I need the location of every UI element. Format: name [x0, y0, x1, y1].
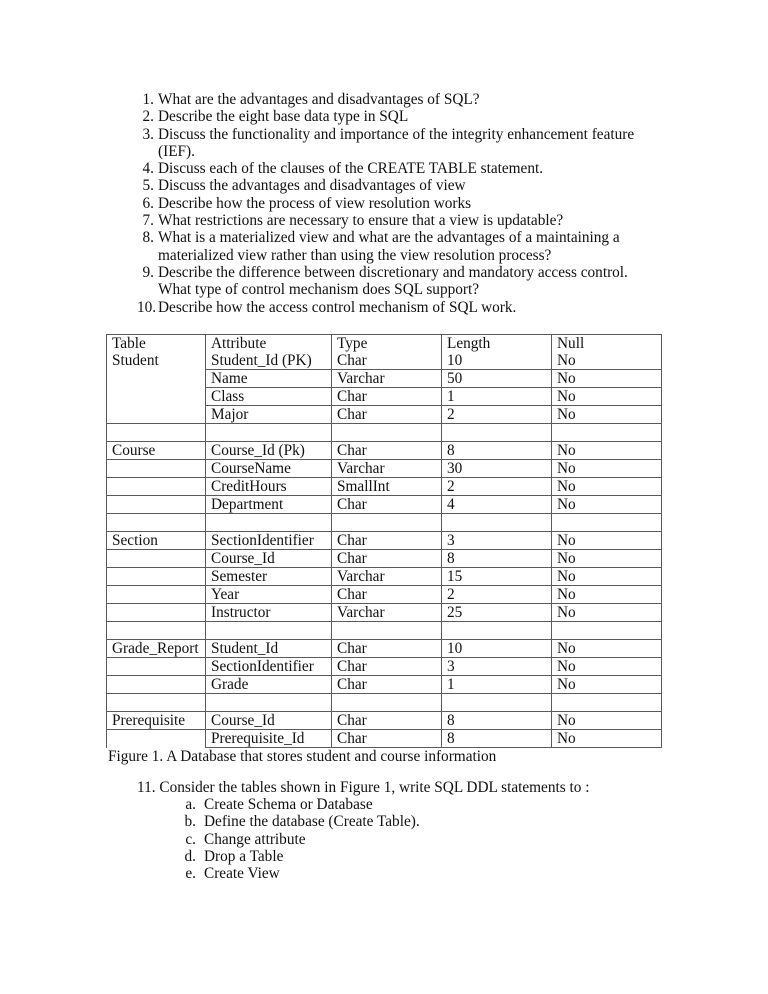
cell-length: 3: [442, 658, 552, 676]
table-row: [107, 388, 662, 406]
cell-type: Char: [332, 730, 442, 748]
cell-table: [107, 370, 206, 388]
cell-attribute: Name: [206, 370, 332, 388]
cell-length: [442, 694, 552, 712]
cell-table: [107, 568, 206, 586]
cell-type: Char: [332, 550, 442, 568]
table-row: [107, 658, 662, 676]
cell-table: [107, 478, 206, 496]
table-row: [107, 730, 662, 748]
cell-length: 4: [442, 496, 552, 514]
cell-table: Grade_Report: [107, 640, 206, 658]
cell-attribute: Grade: [206, 676, 332, 694]
question-text: (IEF).: [158, 142, 195, 160]
cell-attribute: Class: [206, 388, 332, 406]
cell-table: [107, 676, 206, 694]
header-cell-table: Table: [107, 335, 206, 353]
table-row: [107, 694, 662, 712]
cell-attribute: SectionIdentifier: [206, 658, 332, 676]
cell-length: 1: [442, 676, 552, 694]
cell-table: [107, 496, 206, 514]
subitem-letter: a.: [185, 796, 196, 813]
cell-null: [552, 424, 662, 442]
subitem: [176, 796, 420, 813]
cell-null: No: [552, 388, 662, 406]
cell-null: No: [552, 730, 662, 748]
cell-attribute: Prerequisite_Id: [206, 730, 332, 748]
question-number: 6.: [142, 194, 154, 212]
cell-table: [107, 586, 206, 604]
cell-type: Varchar: [332, 604, 442, 622]
question-number: 3.: [142, 125, 154, 143]
cell-length: 30: [442, 460, 552, 478]
cell-length: [442, 424, 552, 442]
question-text: Describe the eight base data type in SQL: [158, 108, 409, 126]
cell-type: Char: [332, 406, 442, 424]
question-text: What restrictions are necessary to ensure that a view is updatable?: [158, 212, 564, 230]
table-row: [107, 604, 662, 622]
subitem-text: Create View: [204, 865, 280, 883]
header-cell-attribute: Attribute: [206, 335, 332, 353]
table-row: [107, 712, 662, 730]
cell-length: 2: [442, 406, 552, 424]
cell-attribute: Year: [206, 586, 332, 604]
question-number: 10.: [137, 298, 157, 316]
cell-length: 3: [442, 532, 552, 550]
cell-table: Student: [107, 352, 206, 370]
question-item: [130, 177, 670, 194]
question-text: Discuss the functionality and importance of the integrity enhancement feature: [158, 125, 635, 143]
cell-length: [442, 622, 552, 640]
cell-attribute: [206, 424, 332, 442]
question-text: Describe the difference between discretionary and mandatory access control.: [158, 263, 628, 281]
subitem-letter: c.: [185, 830, 196, 848]
cell-length: 15: [442, 568, 552, 586]
cell-attribute: [206, 694, 332, 712]
question-number: 9.: [142, 263, 154, 281]
subitem-letter: e.: [185, 865, 196, 883]
question-text: Describe how the process of view resolution works: [158, 194, 472, 212]
question-number: 2.: [142, 108, 154, 126]
header-cell-type: Type: [332, 335, 442, 353]
table-row: [107, 586, 662, 604]
cell-attribute: Student_Id (PK): [206, 352, 332, 370]
subitem-text: Drop a Table: [204, 847, 284, 865]
question-number: 8.: [142, 229, 154, 247]
cell-null: No: [552, 658, 662, 676]
cell-null: No: [552, 550, 662, 568]
cell-attribute: Course_Id: [206, 712, 332, 730]
table-row: [107, 352, 662, 370]
cell-type: [332, 622, 442, 640]
cell-type: Char: [332, 352, 442, 370]
cell-table: [107, 424, 206, 442]
cell-attribute: Department: [206, 496, 332, 514]
cell-type: Char: [332, 676, 442, 694]
cell-length: 8: [442, 730, 552, 748]
cell-attribute: Student_Id: [206, 640, 332, 658]
cell-null: [552, 514, 662, 532]
table-row: [107, 442, 662, 460]
subitem-letter: b.: [184, 813, 196, 831]
cell-null: [552, 622, 662, 640]
cell-null: No: [552, 640, 662, 658]
table-row: [107, 406, 662, 424]
cell-attribute: Course_Id: [206, 550, 332, 568]
cell-length: 8: [442, 712, 552, 730]
subitem-text: Create Schema or Database: [204, 796, 373, 813]
subitem-text: Define the database (Create Table).: [204, 813, 420, 831]
cell-table: [107, 658, 206, 676]
question-item: [130, 299, 670, 316]
cell-length: [442, 514, 552, 532]
cell-type: Varchar: [332, 460, 442, 478]
table-row: [107, 370, 662, 388]
cell-null: No: [552, 478, 662, 496]
question-number: 4.: [142, 160, 154, 178]
subitem: [176, 865, 420, 882]
cell-table: Prerequisite: [107, 712, 206, 730]
cell-null: No: [552, 370, 662, 388]
question-text: What type of control mechanism does SQL support?: [158, 281, 480, 299]
cell-null: No: [552, 586, 662, 604]
question-item: [130, 212, 670, 229]
question-11: [137, 779, 590, 796]
cell-attribute: Course_Id (Pk): [206, 442, 332, 460]
figure-caption: Figure 1. A Database that stores student and course information: [108, 748, 497, 765]
cell-type: Char: [332, 532, 442, 550]
cell-table: [107, 622, 206, 640]
cell-length: 10: [442, 640, 552, 658]
cell-type: [332, 694, 442, 712]
schema-table: [106, 334, 662, 748]
cell-table: [107, 388, 206, 406]
cell-type: [332, 424, 442, 442]
cell-attribute: [206, 514, 332, 532]
question-text: What is a materialized view and what are the advantages of a maintaining a: [158, 229, 620, 247]
cell-null: No: [552, 676, 662, 694]
cell-length: 10: [442, 352, 552, 370]
cell-null: No: [552, 442, 662, 460]
cell-length: 8: [442, 442, 552, 460]
question-number: 11.: [137, 779, 156, 796]
question-text: materialized view rather than using the view resolution process?: [158, 246, 552, 264]
subitem: [176, 831, 420, 848]
cell-null: No: [552, 496, 662, 514]
question-item: [130, 229, 670, 264]
cell-attribute: CourseName: [206, 460, 332, 478]
cell-type: Char: [332, 496, 442, 514]
question-list: [130, 91, 670, 316]
subitem: [176, 848, 420, 865]
cell-table: Course: [107, 442, 206, 460]
table-header-row: [107, 335, 662, 353]
cell-table: [107, 406, 206, 424]
cell-attribute: [206, 622, 332, 640]
cell-type: Char: [332, 586, 442, 604]
question-item: [130, 264, 670, 299]
subitem-letter: d.: [184, 847, 196, 865]
cell-type: Char: [332, 712, 442, 730]
cell-length: 8: [442, 550, 552, 568]
table-row: [107, 640, 662, 658]
cell-type: Char: [332, 442, 442, 460]
cell-null: No: [552, 406, 662, 424]
question-11-subitems: [176, 796, 420, 882]
table-row: [107, 622, 662, 640]
cell-type: Char: [332, 658, 442, 676]
cell-null: No: [552, 532, 662, 550]
cell-type: [332, 514, 442, 532]
question-item: [130, 108, 670, 125]
question-text: Describe how the access control mechanism of SQL work.: [158, 298, 517, 316]
cell-length: 25: [442, 604, 552, 622]
schema-table-body: [107, 335, 662, 748]
cell-null: No: [552, 568, 662, 586]
cell-attribute: Semester: [206, 568, 332, 586]
cell-type: Varchar: [332, 568, 442, 586]
question-item: [130, 126, 670, 161]
cell-attribute: SectionIdentifier: [206, 532, 332, 550]
cell-type: SmallInt: [332, 478, 442, 496]
cell-length: 2: [442, 478, 552, 496]
cell-length: 1: [442, 388, 552, 406]
cell-null: No: [552, 604, 662, 622]
cell-attribute: Instructor: [206, 604, 332, 622]
table-row: [107, 478, 662, 496]
table-row: [107, 514, 662, 532]
header-cell-length: Length: [442, 335, 552, 353]
question-text: What are the advantages and disadvantages of SQL?: [158, 91, 480, 108]
header-cell-null: Null: [552, 335, 662, 353]
cell-table: [107, 460, 206, 478]
question-item: [130, 91, 670, 108]
question-number: 5.: [142, 177, 154, 195]
cell-length: 2: [442, 586, 552, 604]
cell-null: No: [552, 352, 662, 370]
question-text: Discuss the advantages and disadvantages of view: [158, 177, 466, 195]
table-row: [107, 676, 662, 694]
question-text: Discuss each of the clauses of the CREATE TABLE statement.: [158, 160, 544, 178]
cell-table: [107, 730, 206, 748]
cell-null: [552, 694, 662, 712]
question-number: 1.: [142, 91, 154, 108]
cell-length: 50: [442, 370, 552, 388]
table-row: [107, 496, 662, 514]
table-row: [107, 568, 662, 586]
cell-table: [107, 604, 206, 622]
cell-null: No: [552, 460, 662, 478]
table-row: [107, 532, 662, 550]
cell-table: Section: [107, 532, 206, 550]
cell-null: No: [552, 712, 662, 730]
subitem: [176, 813, 420, 830]
question-item: [130, 195, 670, 212]
cell-table: [107, 514, 206, 532]
question-number: 7.: [142, 212, 154, 230]
table-row: [107, 460, 662, 478]
question-item: [130, 160, 670, 177]
table-row: [107, 424, 662, 442]
question-text: Consider the tables shown in Figure 1, write SQL DDL statements to :: [159, 779, 590, 796]
cell-attribute: Major: [206, 406, 332, 424]
cell-type: Char: [332, 388, 442, 406]
table-row: [107, 550, 662, 568]
cell-table: [107, 550, 206, 568]
subitem-text: Change attribute: [204, 830, 306, 848]
cell-attribute: CreditHours: [206, 478, 332, 496]
cell-type: Varchar: [332, 370, 442, 388]
cell-table: [107, 694, 206, 712]
cell-type: Char: [332, 640, 442, 658]
